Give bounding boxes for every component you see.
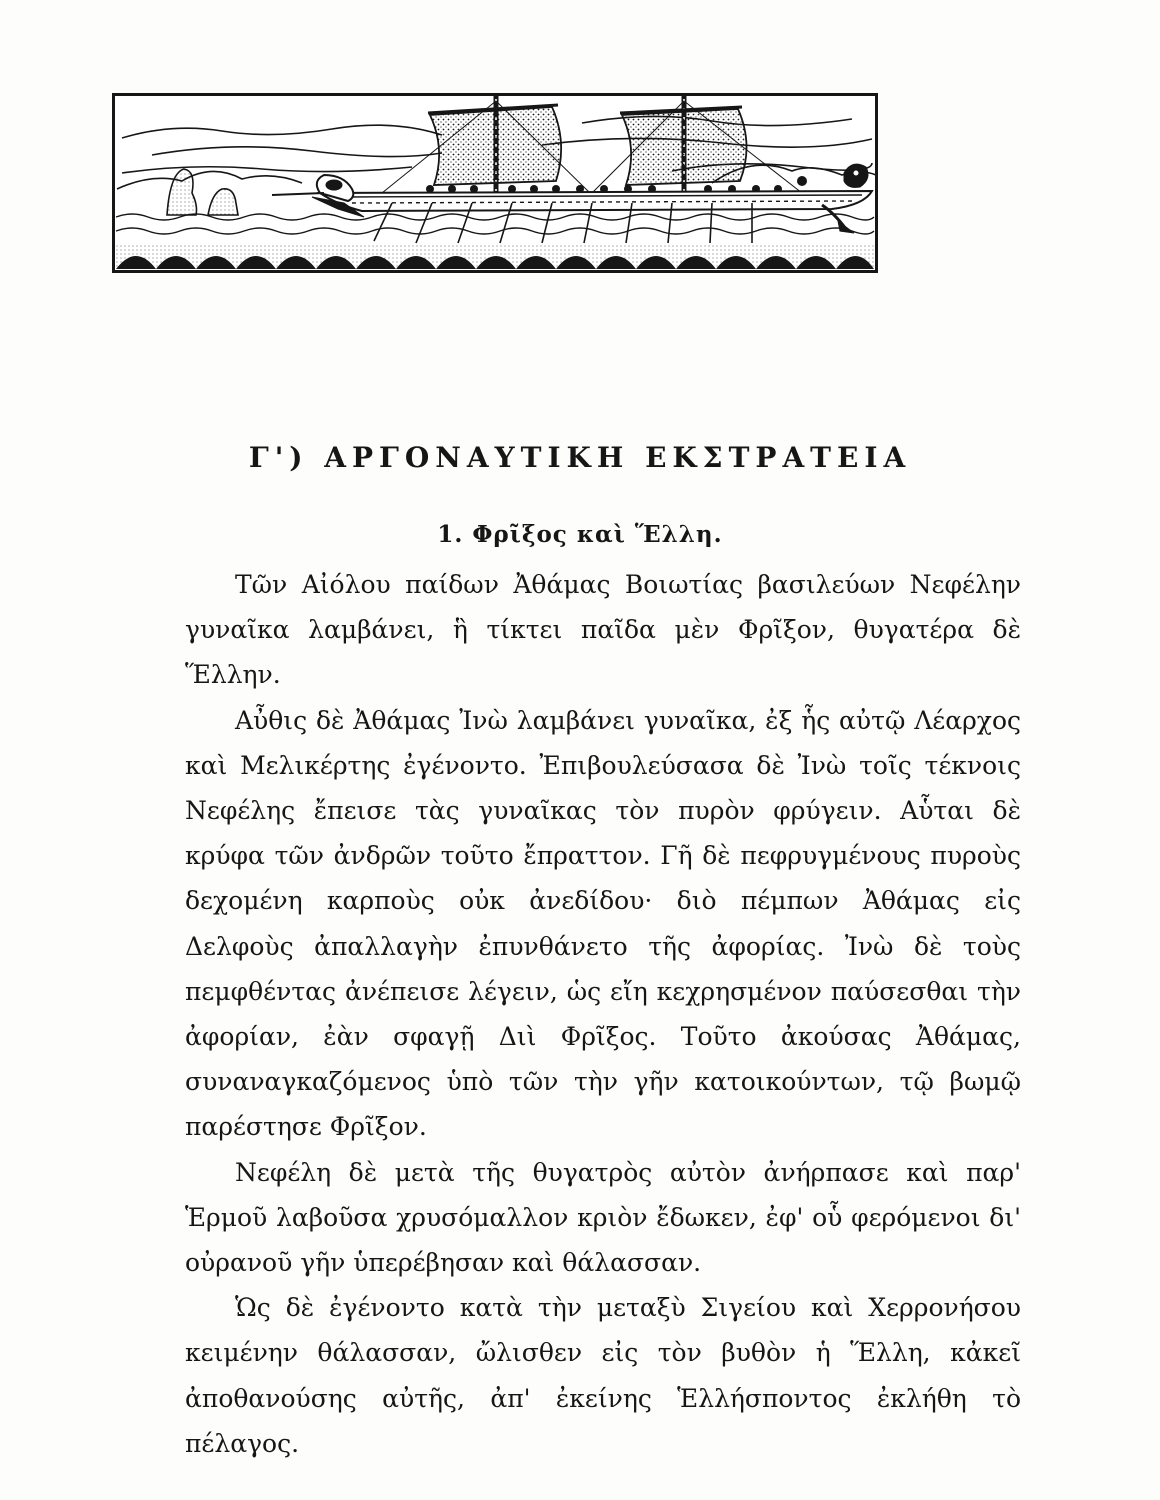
paragraph: Ὡς δὲ ἐγένοντο κατὰ τὴν μεταξὺ Σιγείου καὶ Χερρονήσου κειμένην θάλασσαν, ὤλισθεν εἰς τὸν βυθὸν ἡ Ἕλλη, κἀκεῖ ἀποθανούσης αὐτῆς, ἀπ' ἐκείνης Ἑλλήσποντος ἐκλήθη τὸ πέλαγος. — [185, 1293, 1021, 1458]
argo-ship-woodcut — [112, 93, 878, 273]
chapter-title: Γ') ΑΡΓΟΝΑΥΤΙΚΗ ΕΚΣΤΡΑΤΕΙΑ — [248, 441, 912, 474]
paragraph: Αὖθις δὲ Ἀθάμας Ἰνὼ λαμβάνει γυναῖκα, ἐξ ἧς αὐτῷ Λέαρχος καὶ Μελικέρτης ἐγένοντο. Ἐπιβουλεύσασα δὲ Ἰνὼ τοῖς τέκνοις Νεφέλης ἔπεισε τὰς γυναῖκας τὸν πυρὸν φρύγειν. Αὗται δὲ κρύφα τῶν ἀνδρῶν τοῦτο ἔπραττον. Γῆ δὲ πεφρυγμένους πυροὺς δεχομένη καρποὺς οὐκ ἀνεδίδου· διὸ πέμπων Ἀθάμας εἰς Δελφοὺς ἀπαλλαγὴν ἐπυνθάνετο τῆς ἀφορίας. Ἰνὼ δὲ τοὺς πεμφθέντας ἀνέπεισε λέγειν, ὡς εἴη κεχρησμένον παύσεσθαι τὴν ἀφορίαν, ἐὰν σφαγῇ Διὶ Φρῖξος. Τοῦτο ἀκούσας Ἀθάμας, συναναγκαζόμενος ὑπὸ τῶν τὴν γῆν κατοικούντων, τῷ βωμῷ παρέστησε Φρῖξον. — [185, 705, 1021, 1142]
paragraph: Νεφέλη δὲ μετὰ τῆς θυγατρὸς αὐτὸν ἀνήρπασε καὶ παρ' Ἑρμοῦ λαβοῦσα χρυσόμαλλον κριὸν ἔδωκεν, ἐφ' οὗ φερόμενοι δι' οὐρανοῦ γῆν ὑπερέβησαν καὶ θάλασσαν. — [185, 1157, 1021, 1278]
ship-illustration — [112, 93, 878, 273]
section-title: 1. Φρῖξος καὶ Ἕλλη. — [437, 521, 723, 548]
hull — [320, 191, 872, 211]
body-text — [185, 562, 1021, 1466]
paragraph: Τῶν Αἰόλου παίδων Ἀθάμας Βοιωτίας βασιλεύων Νεφέλην γυναῖκα λαμβάνει, ἣ τίκτει παῖδα μὲν Φρῖξον, θυγατέρα δὲ Ἕλλην. — [185, 570, 1021, 690]
